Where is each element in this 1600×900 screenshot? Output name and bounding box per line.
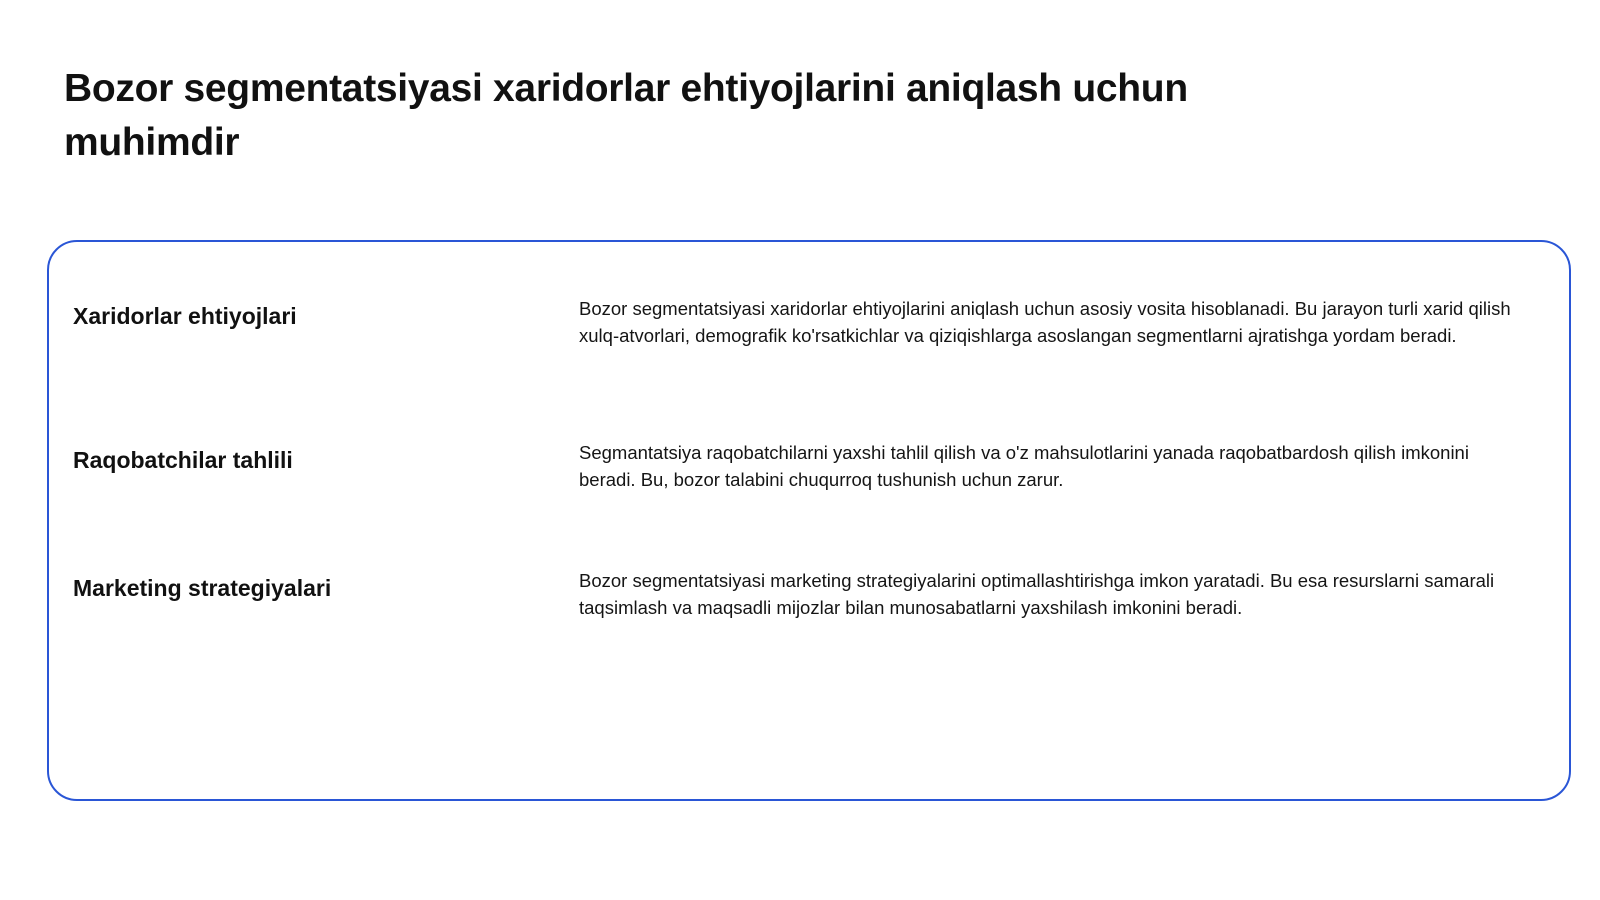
row-label: Xaridorlar ehtiyojlari (73, 303, 297, 329)
row-label: Raqobatchilar tahlili (73, 447, 293, 473)
row-description: Segmantatsiya raqobatchilarni yaxshi tahlil qilish va o'z mahsulotlarini yanada raqobatbardosh qilish imkonini beradi. Bu, bozor talabini chuqurroq tushunish uchun zarur. (579, 442, 1469, 490)
slide-title: Bozor segmentatsiyasi xaridorlar ehtiyojlarini aniqlash uchun muhimdir (64, 67, 1188, 164)
row-description: Bozor segmentatsiyasi xaridorlar ehtiyojlarini aniqlash uchun asosiy vosita hisoblanadi. Bu jarayon turli xarid qilish xulq-atvorlari, demografik ko'rsatkichlar va qiziqishlarga asoslangan segmentlarni ajratishga yordam beradi. (579, 298, 1511, 346)
content-box (47, 240, 1571, 801)
row-label: Marketing strategiyalari (73, 575, 332, 601)
row-description: Bozor segmentatsiyasi marketing strategiyalarini optimallashtirishga imkon yaratadi. Bu esa resurslarni samarali taqsimlash va maqsadli mijozlar bilan munosabatlarni yaxshilash imkonini beradi. (579, 570, 1495, 618)
